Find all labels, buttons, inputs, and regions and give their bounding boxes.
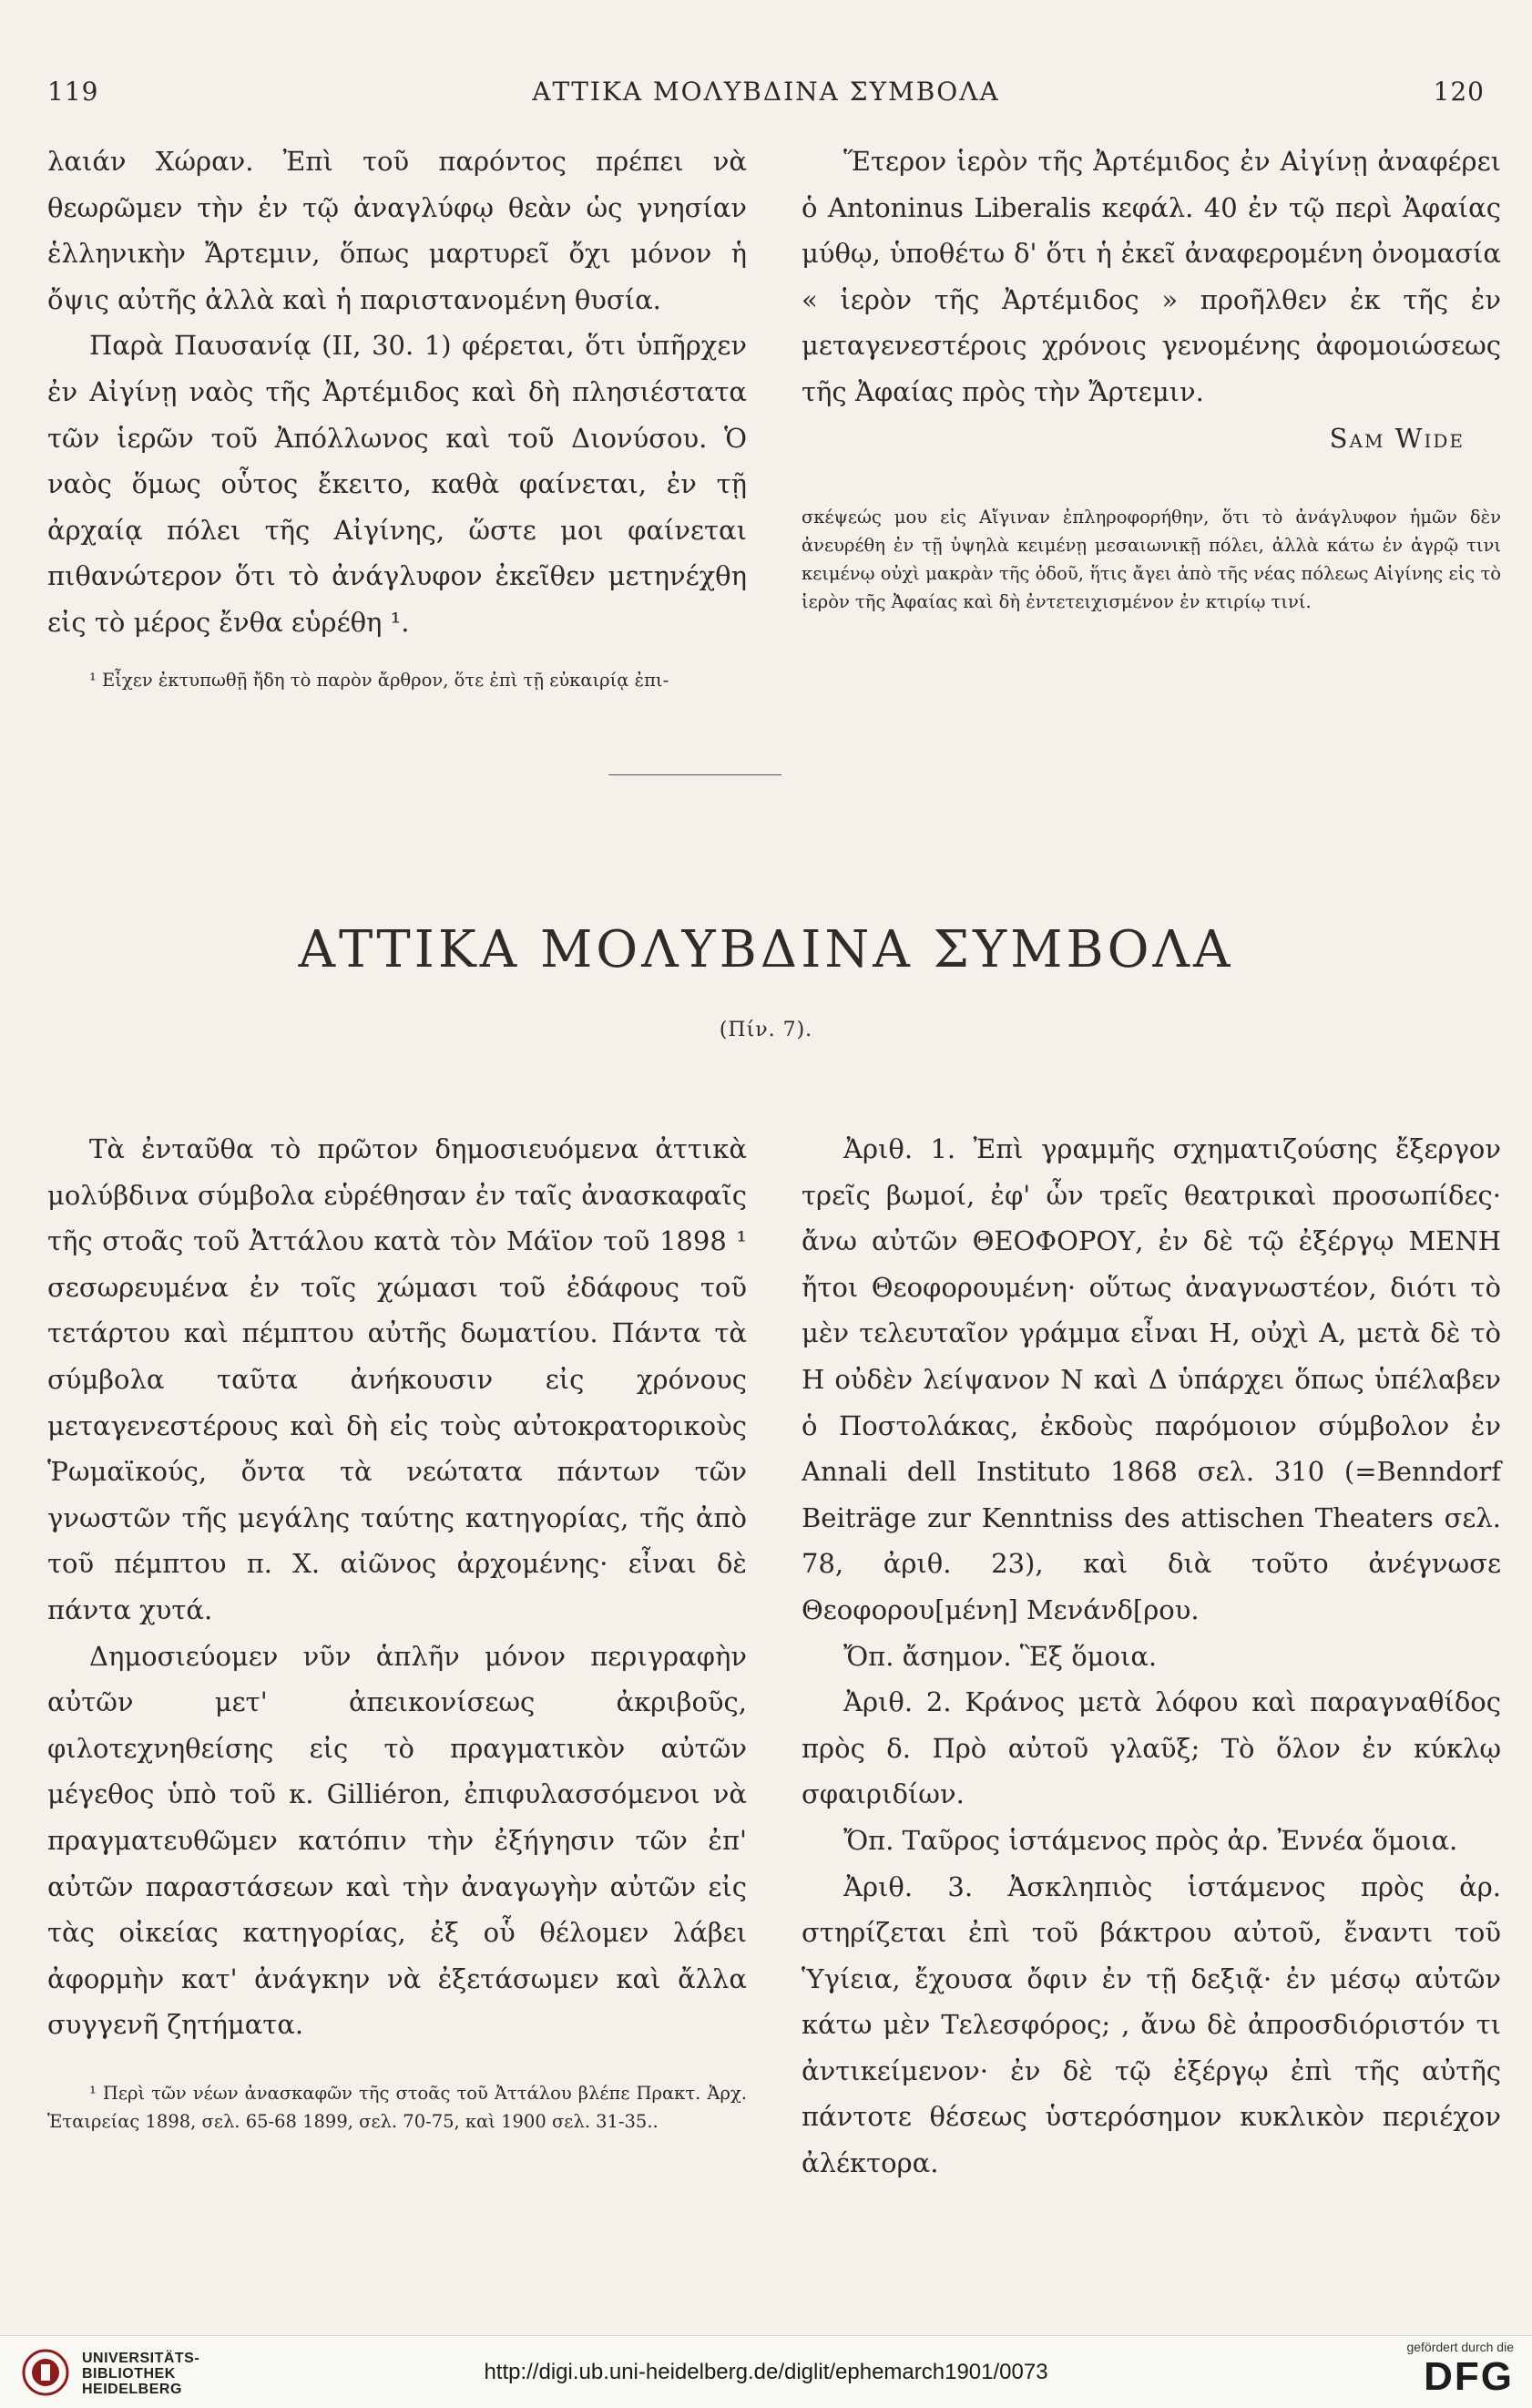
- catalogue-entry: Ἀριθ. 1. Ἐπὶ γραμμῆς σχηματιζούσης ἔξεργον τρεῖς βωμοί, ἐφ' ὧν τρεῖς θεατρικαὶ προσωπίδες· ἄνω αὐτῶν ΘΕΟΦΟΡΟΥ, ἐν δὲ τῷ ἐξέργῳ ΜΕΝΗ ἤτοι Θεοφορουμένη· οὕτως ἀναγνωστέον, διότι τὸ μὲν τελευταῖον γράμμα εἶναι Η, οὐχὶ Α, μετὰ δὲ τὸ Η οὐδὲν λείψανον Ν καὶ Δ ὑπάρχει ὅπως ὑπέλαβεν ὁ Ποστολάκας, ἐκδοὺς παρόμοιον σύμβολον ἐν Annali dell Instituto 1868 σελ. 310 (=Benndorf Beiträge zur Kenntniss des attischen Theaters σελ. 78, ἀριθ. 23), καὶ διὰ τοῦτο ἀνέγνωσε Θεοφορου[μένη] Μενάνδ[ρου.: [802, 1133, 1501, 1625]
- page-number-left: 119: [47, 77, 99, 107]
- footnote: ¹ Περὶ τῶν νέων ἀνασκαφῶν τῆς στοᾶς τοῦ Ἀττάλου βλέπε Πρακτ. Ἀρχ. Ἑταιρείας 1898, σελ. 65-68 1899, σελ. 70-75, καὶ 1900 σελ. 31-35..: [47, 2082, 747, 2132]
- paragraph: Δημοσιεύομεν νῦν ἁπλῆν μόνον περιγραφὴν αὐτῶν μετ' ἀπεικονίσεως ἀκριβοῦς, φιλοτεχνηθείσης εἰς τὸ πραγματικὸν αὐτῶν μέγεθος ὑπὸ τοῦ κ. Gilliéron, ἐπιφυλασσόμενοι νὰ πραγματευθῶμεν κατόπιν τὴν ἐξήγησιν τῶν ἐπ' αὐτῶν παραστάσεων καὶ τὴν ἀναγωγὴν αὐτῶν εἰς τὰς οἰκείας κατηγορίας, ἐξ οὗ θέλομεν λάβει ἀφορμὴν κατ' ἀνάγκην νὰ ἐξετάσωμεν καὶ ἄλλα συγγενῆ ζητήματα.: [47, 1640, 747, 2041]
- footnote: σκέψεώς μου εἰς Αἴγιναν ἐπληροφορήθην, ὅτι τὸ ἀνάγλυφον ἡμῶν δὲν ἀνευρέθη ἐν τῇ ὑψηλὰ κειμένῃ μεσαιωνικῇ πόλει, ἀλλὰ κάτω ἐν ἀγρῷ τινι κειμένῳ οὐχὶ μακρὰν τῆς ὁδοῦ, ἥτις ἄγει ἀπὸ τῆς νέας πόλεως Αἰγίνης εἰς τὸ ἱερὸν τῆς Ἀφαίας καὶ δὴ ἐντετειχισμένον ἐν κτιρίῳ τινί.: [802, 507, 1501, 613]
- digitization-footer: [0, 2335, 1532, 2408]
- library-name: UNIVERSITÄTS- BIBLIOTHEK HEIDELBERG: [82, 2351, 200, 2397]
- top-left-column: [47, 138, 747, 694]
- top-right-column: [802, 138, 1501, 616]
- author-signature: Sam Wide: [1329, 422, 1465, 454]
- bottom-left-column: [47, 1126, 747, 2136]
- sponsor-text: gefördert durch die: [1406, 2340, 1514, 2354]
- paragraph: λαιάν Χώραν. Ἐπὶ τοῦ παρόντος πρέπει νὰ θεωρῶμεν τὴν ἐν τῷ ἀναγλύφῳ θεὰν ὡς γνησίαν ἑλληνικὴν Ἄρτεμιν, ὅπως μαρτυρεῖ ὄχι μόνον ἡ ὄψις αὐτῆς ἀλλὰ καὶ ἡ παριστανομένη θυσία.: [47, 146, 747, 315]
- plate-reference: (Πίν. 7).: [719, 1019, 813, 1041]
- bottom-right-column: [802, 1126, 1501, 2187]
- catalogue-entry: Ὄπ. Ταῦρος ἱστάμενος πρὸς ἀρ. Ἐννέα ὅμοια.: [843, 1824, 1458, 1856]
- paragraph: Παρὰ Παυσανίᾳ (II, 30. 1) φέρεται, ὅτι ὑπῆρχεν ἐν Αἰγίνῃ ναὸς τῆς Ἀρτέμιδος καὶ δὴ πλησιέστατα τῶν ἱερῶν τοῦ Ἀπόλλωνος καὶ τοῦ Διονύσου. Ὁ ναὸς ὅμως οὗτος ἔκειτο, καθὰ φαίνεται, ἐν τῇ ἀρχαίᾳ πόλει τῆς Αἰγίνης, ὥστε μοι φαίνεται πιθανώτερον ὅτι τὸ ἀνάγλυφον ἐκεῖθεν μετηνέχθη εἰς τὸ μέρος ἔνθα εὑρέθη ¹.: [47, 330, 747, 638]
- dfg-logo[interactable]: [1368, 2340, 1514, 2403]
- catalogue-entry: Ἀριθ. 3. Ἀσκληπιὸς ἱστάμενος πρὸς ἀρ. στηρίζεται ἐπὶ τοῦ βάκτρου αὐτοῦ, ἔναντι τοῦ Ὑγίεια, ἔχουσα ὄφιν ἐν τῇ δεξιᾷ· ἐν μέσῳ αὐτῶν κάτω μὲν Τελεσφόρος; , ἄνω δὲ ἀπροσδιόριστόν τι ἀντικείμενον· ἐν δὲ τῷ ἐξέργῳ ἐπὶ τῆς αὐτῆς πάντοτε θέσεως ὑστερόσημον κυκλικὸν περιέχον ἀλέκτορα.: [802, 1870, 1501, 2179]
- dfg-wordmark: DFG: [1424, 2354, 1514, 2399]
- running-head: [47, 77, 1485, 113]
- catalogue-entry: Ὄπ. ἄσημον. Ἓξ ὅμοια.: [843, 1640, 1158, 1672]
- paragraph: Τὰ ἐνταῦθα τὸ πρῶτον δημοσιευόμενα ἀττικὰ μολύβδινα σύμβολα εὑρέθησαν ἐν ταῖς ἀνασκαφαῖς τῆς στοᾶς τοῦ Ἀττάλου κατὰ τὸν Μάϊον τοῦ 1898 ¹ σεσωρευμένα ἐν τοῖς χώμασι τοῦ ἐδάφους τοῦ τετάρτου καὶ πέμπτου αὐτῆς δωματίου. Πάντα τὰ σύμβολα ταῦτα ἀνήκουσιν εἰς χρόνους μεταγενεστέρους καὶ δὴ εἰς τοὺς αὐτοκρατορικοὺς Ῥωμαϊκούς, ὄντα τὰ νεώτατα πάντων τῶν γνωστῶν τῆς μεγάλης ταύτης κατηγορίας, τῆς ἀπὸ τοῦ πέμπτου π. Χ. αἰῶνος ἀρχομένης· εἶναι δὲ πάντα χυτά.: [47, 1133, 747, 1625]
- running-title: ΑΤΤΙΚΑ ΜΟΛΥΒΔΙΝΑ ΣΥΜΒΟΛΑ: [532, 77, 1000, 107]
- catalogue-entry: Ἀριθ. 2. Κράνος μετὰ λόφου καὶ παραγναθίδος πρὸς δ. Πρὸ αὐτοῦ γλαῦξ; Τὸ ὅλον ἐν κύκλῳ σφαιριδίων.: [802, 1686, 1501, 1810]
- article-title: ΑΤΤΙΚΑ ΜΟΛΥΒΔΙΝΑ ΣΥΜΒΟΛΑ: [298, 920, 1234, 979]
- page-number-right: 120: [1433, 77, 1485, 107]
- paragraph: Ἕτερον ἱερὸν τῆς Ἀρτέμιδος ἐν Αἰγίνῃ ἀναφέρει ὁ Antoninus Liberalis κεφάλ. 40 ἐν τῷ περὶ Ἀφαίας μύθῳ, ὑποθέτω δ' ὅτι ἡ ἐκεῖ ἀναφερομένη ὀνομασία « ἱερὸν τῆς Ἀρτέμιδος » προῆλθεν ἐκ τῆς ἐν μεταγενεστέροις χρόνοις γενομένης ἀφομοιώσεως τῆς Ἀφαίας πρὸς τὴν Ἄρτεμιν.: [802, 146, 1501, 407]
- source-url-link[interactable]: http://digi.ub.uni-heidelberg.de/diglit/ephemarch1901/0073: [484, 2360, 1048, 2384]
- section-divider: [608, 774, 781, 775]
- footnote: ¹ Εἶχεν ἐκτυπωθῇ ἤδη τὸ παρὸν ἄρθρον, ὅτε ἐπὶ τῇ εὐκαιρίᾳ ἐπι-: [89, 669, 669, 691]
